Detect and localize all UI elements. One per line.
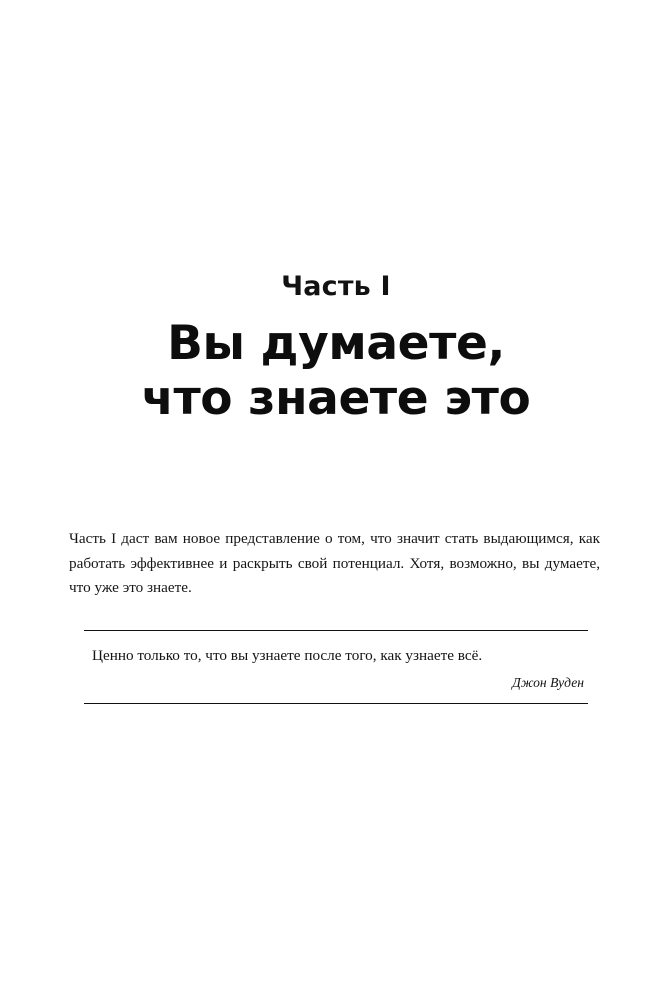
part-label: Часть I (281, 271, 391, 302)
quote-author: Джон Вуден (512, 674, 584, 690)
part-heading-block (72, 272, 600, 427)
pull-quote (84, 630, 588, 704)
quote-bottom-rule (84, 703, 588, 704)
intro-paragraph: Часть I даст вам новое представление о том, что значит стать выдающимся, как работать эффективнее и раскрыть свой потенциал. Хотя, возможно, вы думаете, что уже это знаете. (69, 530, 600, 597)
page-title (72, 316, 600, 427)
page-title-line-2: что знаете это (141, 371, 531, 427)
page-title-line-1: Вы думаете, (167, 315, 505, 371)
quote-text: Ценно только то, что вы узнаете после того, как узнаете всё. (92, 647, 483, 664)
